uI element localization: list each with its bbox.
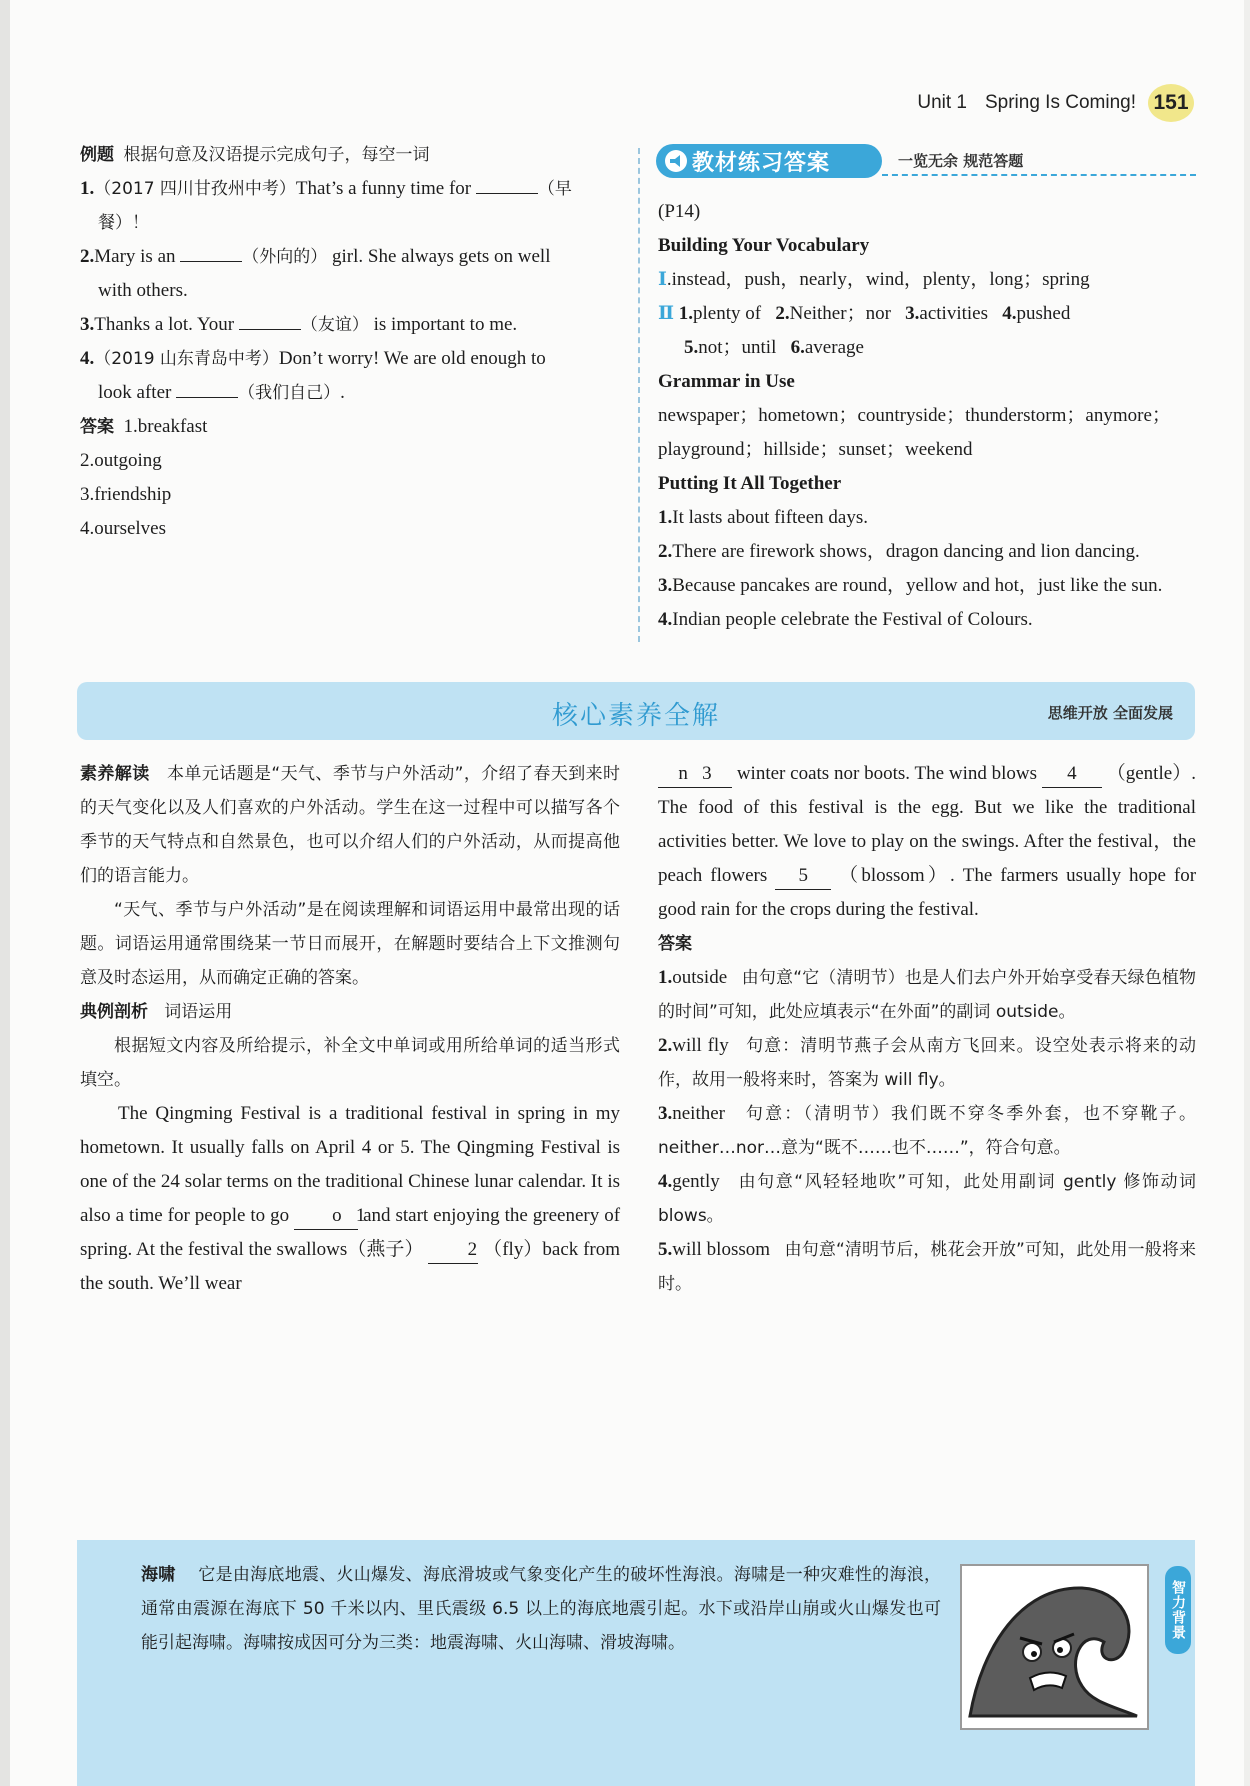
passage-blank-1: o 1 [294, 1203, 358, 1230]
passage-blank-3: n 3 [658, 761, 732, 788]
wave-illustration [962, 1566, 1147, 1728]
column-divider [638, 148, 640, 642]
example-answer: 2.outgoing [80, 450, 162, 471]
example-block [80, 138, 620, 546]
section-banner [77, 682, 1195, 740]
vocab-part-2-cont: 5.not；until 6.average [684, 337, 864, 358]
passage-blank-2: 2 [428, 1237, 478, 1264]
case-answer-label: 答案 [658, 934, 692, 954]
passage-right-column [658, 757, 1196, 1301]
case-answer-4: 4.gently 由句意“风轻轻地吹”可知，此处用副词 gently 修饰动词 blows。 [658, 1171, 1197, 1226]
example-answer: 3.friendship [80, 484, 172, 505]
example-item-4-cont: look after （我们自己）. [98, 382, 345, 403]
case-answer-3: 3.neither 句意：（清明节）我们既不穿冬季外套，也不穿靴子。neither…nor…意为“既不……也不……”，符合句意。 [658, 1103, 1197, 1158]
example-instruction: 根据句意及汉语提示完成句子，每空一词 [123, 145, 430, 165]
together-heading: Putting It All Together [658, 473, 842, 494]
answer-blank [180, 261, 242, 262]
answers-title: 教材练习答案 [692, 150, 831, 176]
together-answer: 3.Because pancakes are round，yellow and hot，just like the sun. [658, 575, 1163, 596]
example-answer-label: 答案 [80, 417, 114, 437]
passage-blank-4: 4 [1042, 761, 1102, 788]
analysis-column [80, 757, 620, 1301]
passage-blank-5: 5 [775, 863, 831, 890]
answers-banner [656, 140, 1196, 180]
example-item-3: 3.Thanks a lot. Your （友谊） is important to me. [80, 314, 518, 335]
analysis-para-1: 素养解读 本单元话题是“天气、季节与户外活动”，介绍了春天到来时的天气变化以及人们喜欢的户外活动。学生在这一过程中可以描写各个季节的天气特点和自然景色，也可以介绍人们的户外活动，从而提高他们的语言能力。 [80, 764, 621, 886]
example-answer: 4.ourselves [80, 518, 167, 539]
page-left-edge [0, 0, 10, 1786]
passage-right: n 3 winter coats nor boots. The wind blows 4 （gentle）. The food of this festival is the egg. But we like the traditional activities better. We love to play on the swings. After the festival，the peach flowers 5 （blossom）. The farmers usually hope for good rain for the crops during the festival. [658, 763, 1197, 920]
example-item-1-cont: 餐）！ [98, 213, 149, 233]
vocab-part-1: Ⅰ.instead，push，nearly，wind，plenty，long；spring [658, 269, 1090, 290]
answer-blank [176, 397, 238, 398]
grammar-answers: newspaper；hometown；countryside；thunderstorm；anymore； [658, 405, 1171, 426]
grammar-heading: Grammar in Use [658, 371, 795, 392]
answers-subtitle: 一览无余 规范答题 [898, 152, 1024, 170]
section-subtitle: 思维开放 全面发展 [1047, 704, 1173, 722]
case-heading: 典例剖析 词语运用 [80, 1002, 233, 1022]
together-answer: 2.There are firework shows，dragon dancing and lion dancing. [658, 541, 1140, 562]
case-answer-2: 2.will fly 句意：清明节燕子会从南方飞回来。设空处表示将来的动作，故用一般将来时，答案为 will fly。 [658, 1035, 1197, 1090]
analysis-para-2: “天气、季节与户外活动”是在阅读理解和词语运用中最常出现的话题。词语运用通常围绕某一节日而展开，在解题时要结合上下文推测句意及时态运用，从而确定正确的答案。 [80, 900, 620, 988]
answer-blank [239, 329, 301, 330]
megaphone-icon [664, 149, 688, 173]
case-answer-5: 5.will blossom 由句意“清明节后，桃花会开放”可知，此处用一般将来时。 [658, 1239, 1197, 1294]
grammar-answers-cont: playground；hillside；sunset；weekend [658, 439, 973, 460]
vocab-heading: Building Your Vocabulary [658, 235, 870, 256]
page-right-edge [1244, 0, 1250, 1786]
passage-left: The Qingming Festival is a traditional festival in spring in my hometown. It usually falls on April 4 or 5. The Qingming Festival is one of the 24 solar terms on the traditional Chinese lunar calendar. It is also a time for people to go o 1 and start enjoying the greenery of spring. At the festival the swallows（燕子） 2 （fly）back from the south. We’ll wear [80, 1103, 621, 1294]
answer-blank [476, 193, 538, 194]
textbook-answers [658, 195, 1198, 637]
tsunami-cartoon [960, 1564, 1149, 1730]
dashed-rule [882, 174, 1196, 176]
page-header [917, 84, 1194, 122]
example-item-1: 1.（2017 四川甘孜州中考）That’s a funny time for （早 [80, 178, 572, 199]
example-item-2: 2.Mary is an （外向的） girl. She always gets on well [80, 246, 551, 267]
tsunami-label: 海啸 [141, 1565, 176, 1585]
unit-title: Spring Is Coming! [984, 92, 1136, 113]
unit-label: Unit 1 [917, 92, 967, 113]
case-answer-1: 1.outside 由句意“它（清明节）也是人们去户外开始享受春天绿色植物的时间”可知，此处应填表示“在外面”的副词 outside。 [658, 967, 1197, 1022]
background-knowledge-box [77, 1540, 1195, 1786]
example-item-2-cont: with others. [98, 280, 188, 301]
together-answer: 1.It lasts about fifteen days. [658, 507, 869, 528]
example-item-4: 4.（2019 山东青岛中考）Don’t worry! We are old enough to [80, 348, 546, 369]
answers-pill [656, 144, 882, 178]
example-label: 例题 [80, 145, 114, 165]
case-instruction: 根据短文内容及所给提示，补全文中单词或用所给单词的适当形式填空。 [80, 1036, 620, 1090]
vocab-part-2: Ⅱ 1.plenty of 2.Neither；nor 3.activities 4.pushed [658, 303, 1071, 324]
page-number: 151 [1148, 84, 1194, 122]
together-answer: 4.Indian people celebrate the Festival of Colours. [658, 609, 1033, 630]
tsunami-text: 海啸 它是由海底地震、火山爆发、海底滑坡或气象变化产生的破坏性海浪。海啸是一种灾难性的海浪，通常由震源在海底下 50 千米以内、里氏震级 6.5 以上的海底地震引起。水下或沿岸山崩或火山爆发也可能引起海啸。海啸按成因可分为三类：地震海啸、火山海啸、滑坡海啸。 [141, 1565, 941, 1653]
example-answer: 1.breakfast [123, 416, 208, 437]
page-ref: (P14) [658, 201, 701, 222]
background-tag: 智力背景 [1165, 1566, 1191, 1654]
section-title: 核心素养全解 [551, 701, 720, 731]
